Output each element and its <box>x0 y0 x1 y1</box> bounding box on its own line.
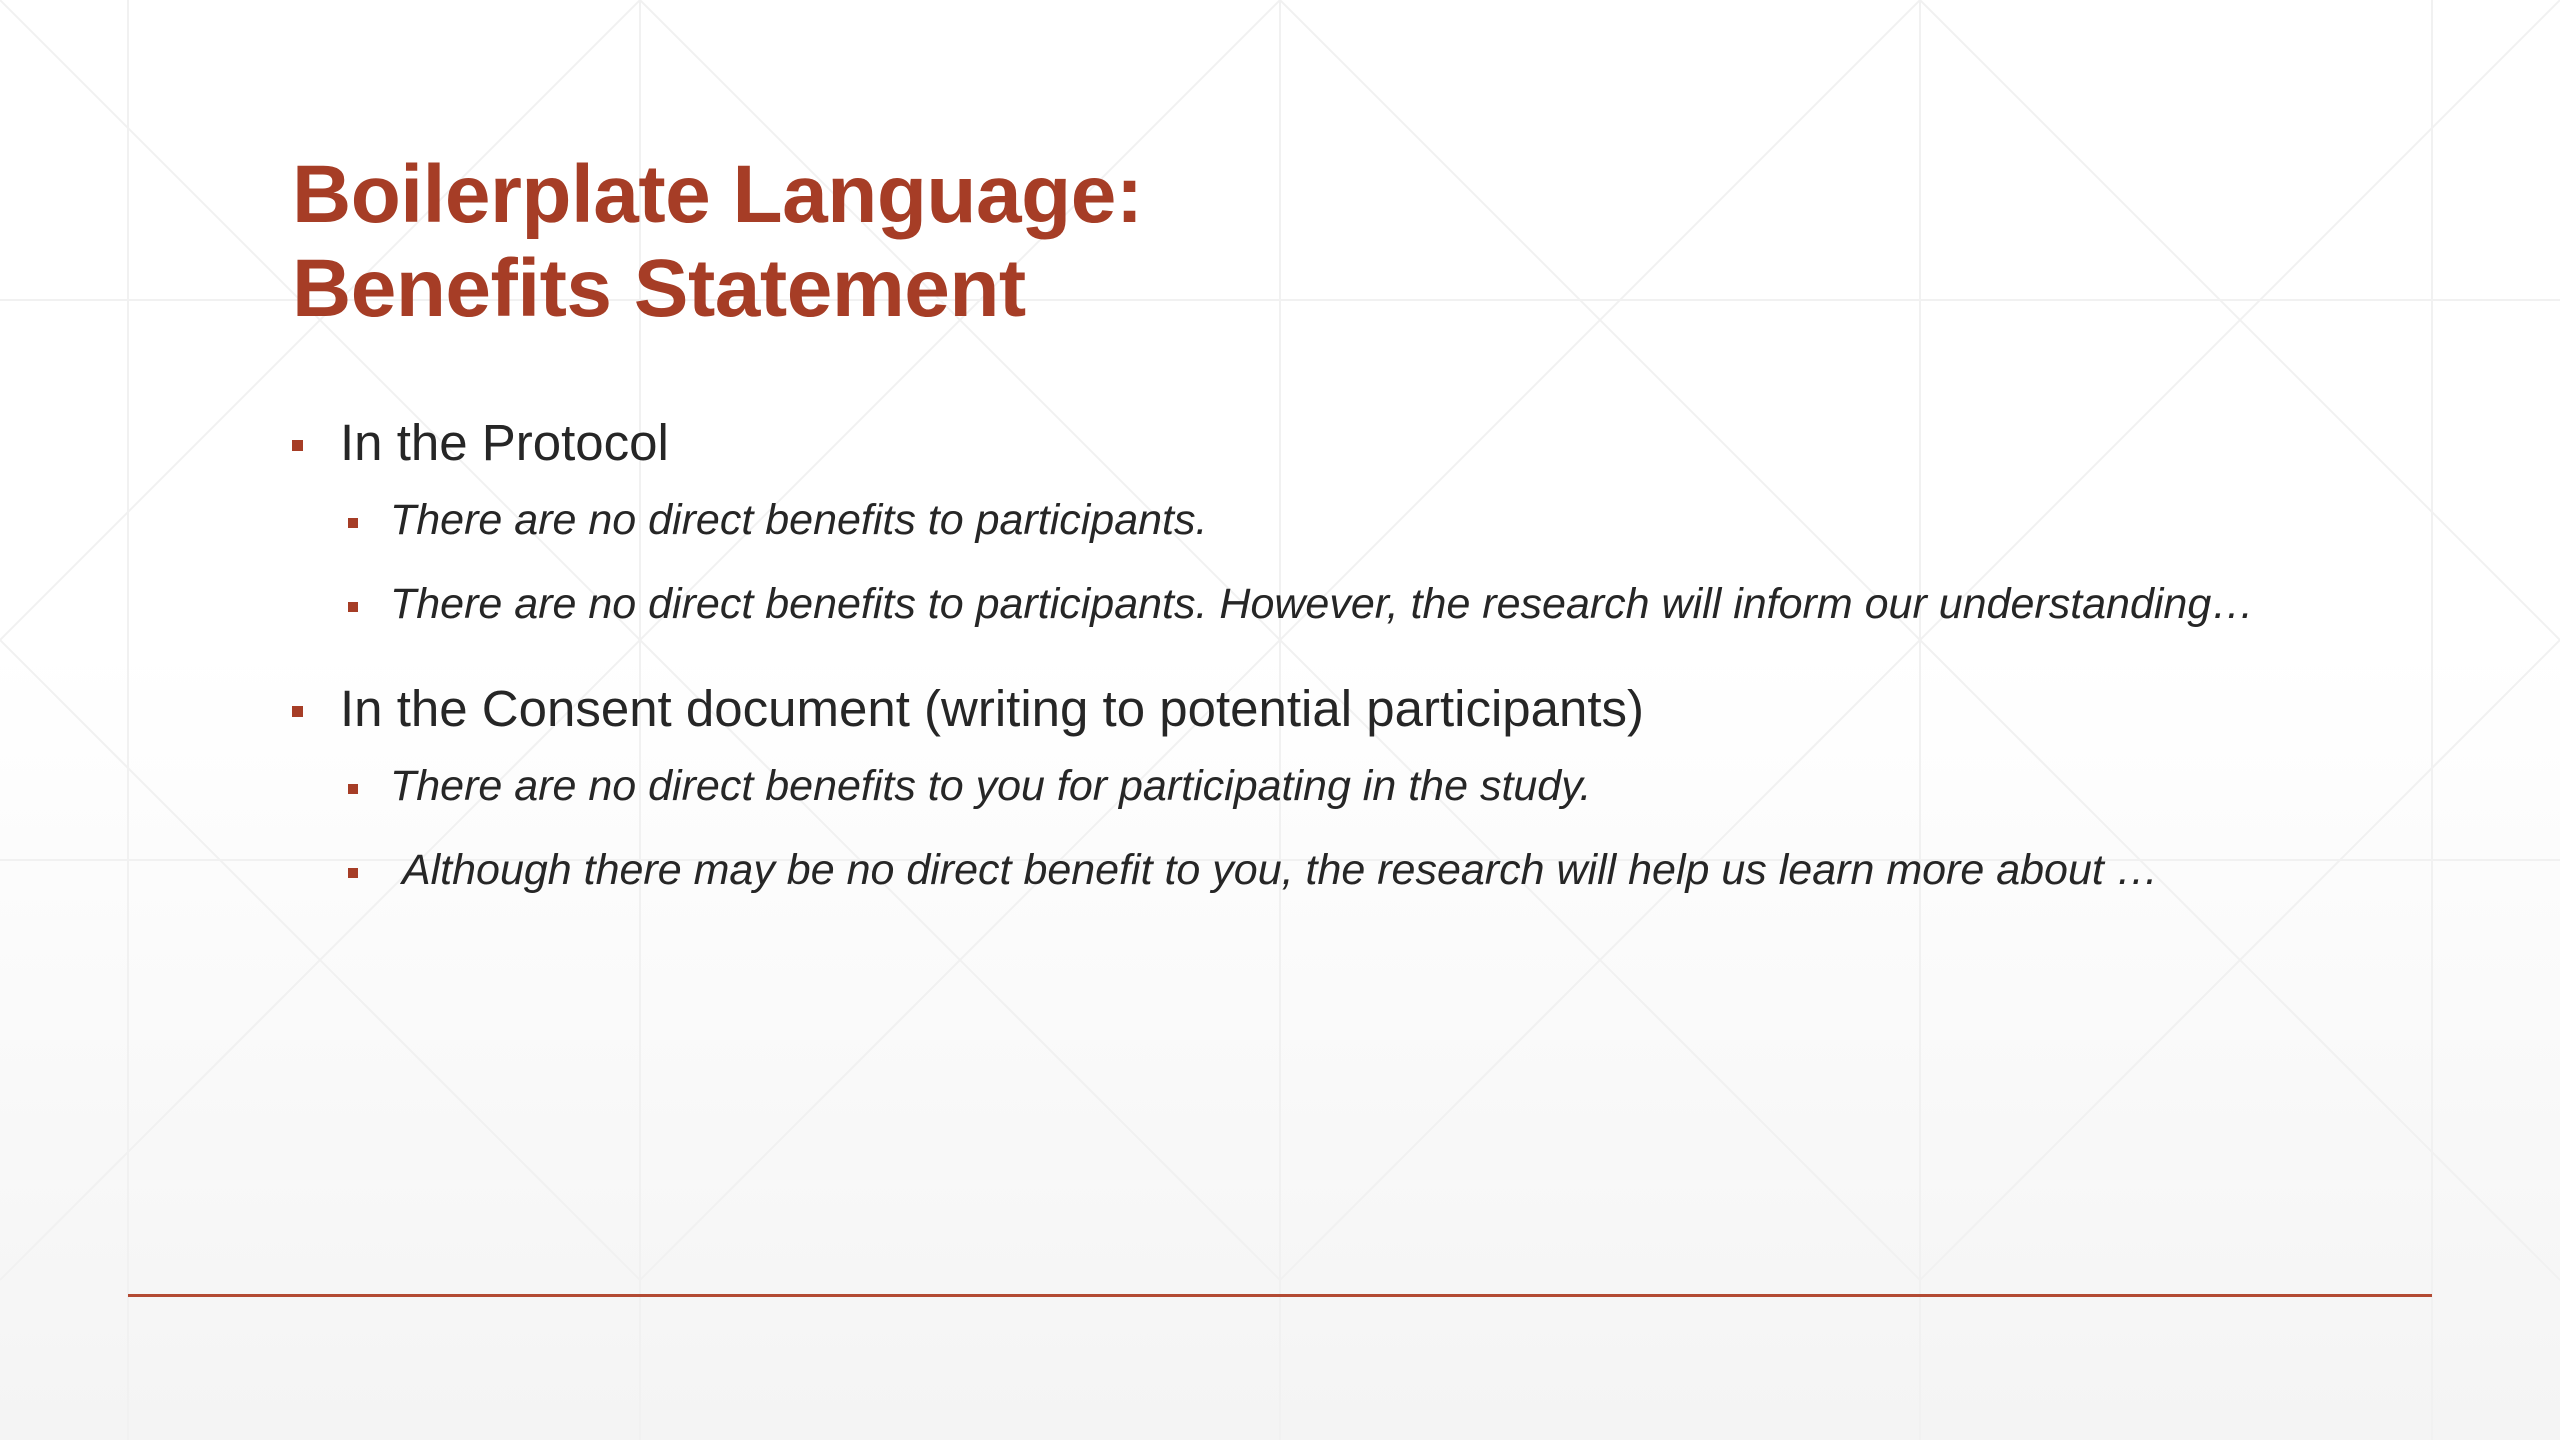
sub-bullet-text: There are no direct benefits to you for participating in the study. <box>390 762 1592 810</box>
footer-divider <box>128 1294 2432 1297</box>
sub-bullet <box>348 578 2272 630</box>
bullet-protocol <box>292 412 2272 474</box>
square-bullet-icon <box>348 602 358 612</box>
square-bullet-icon <box>292 440 303 451</box>
bullet-text: In the Consent document (writing to potential participants) <box>340 680 1645 737</box>
sub-bullet <box>348 494 2272 546</box>
sub-bullet <box>348 760 2272 812</box>
square-bullet-icon <box>348 518 358 528</box>
bullet-list <box>292 412 2272 896</box>
sub-bullet <box>348 844 2272 896</box>
slide-title-line-1: Boilerplate Language: <box>292 149 1143 240</box>
slide-title <box>292 148 1143 336</box>
bullet-consent-document <box>292 678 2272 740</box>
sub-bullet-text: There are no direct benefits to participants. <box>390 496 1208 544</box>
bullet-text: In the Protocol <box>340 414 669 471</box>
slide-title-line-2: Benefits Statement <box>292 243 1026 334</box>
square-bullet-icon <box>348 868 358 878</box>
sub-bullet-text: Although there may be no direct benefit to you, the research will help us learn more about … <box>390 846 2159 894</box>
sub-bullet-text: There are no direct benefits to participants. However, the research will inform our understanding… <box>390 580 2255 628</box>
square-bullet-icon <box>348 784 358 794</box>
square-bullet-icon <box>292 706 303 717</box>
